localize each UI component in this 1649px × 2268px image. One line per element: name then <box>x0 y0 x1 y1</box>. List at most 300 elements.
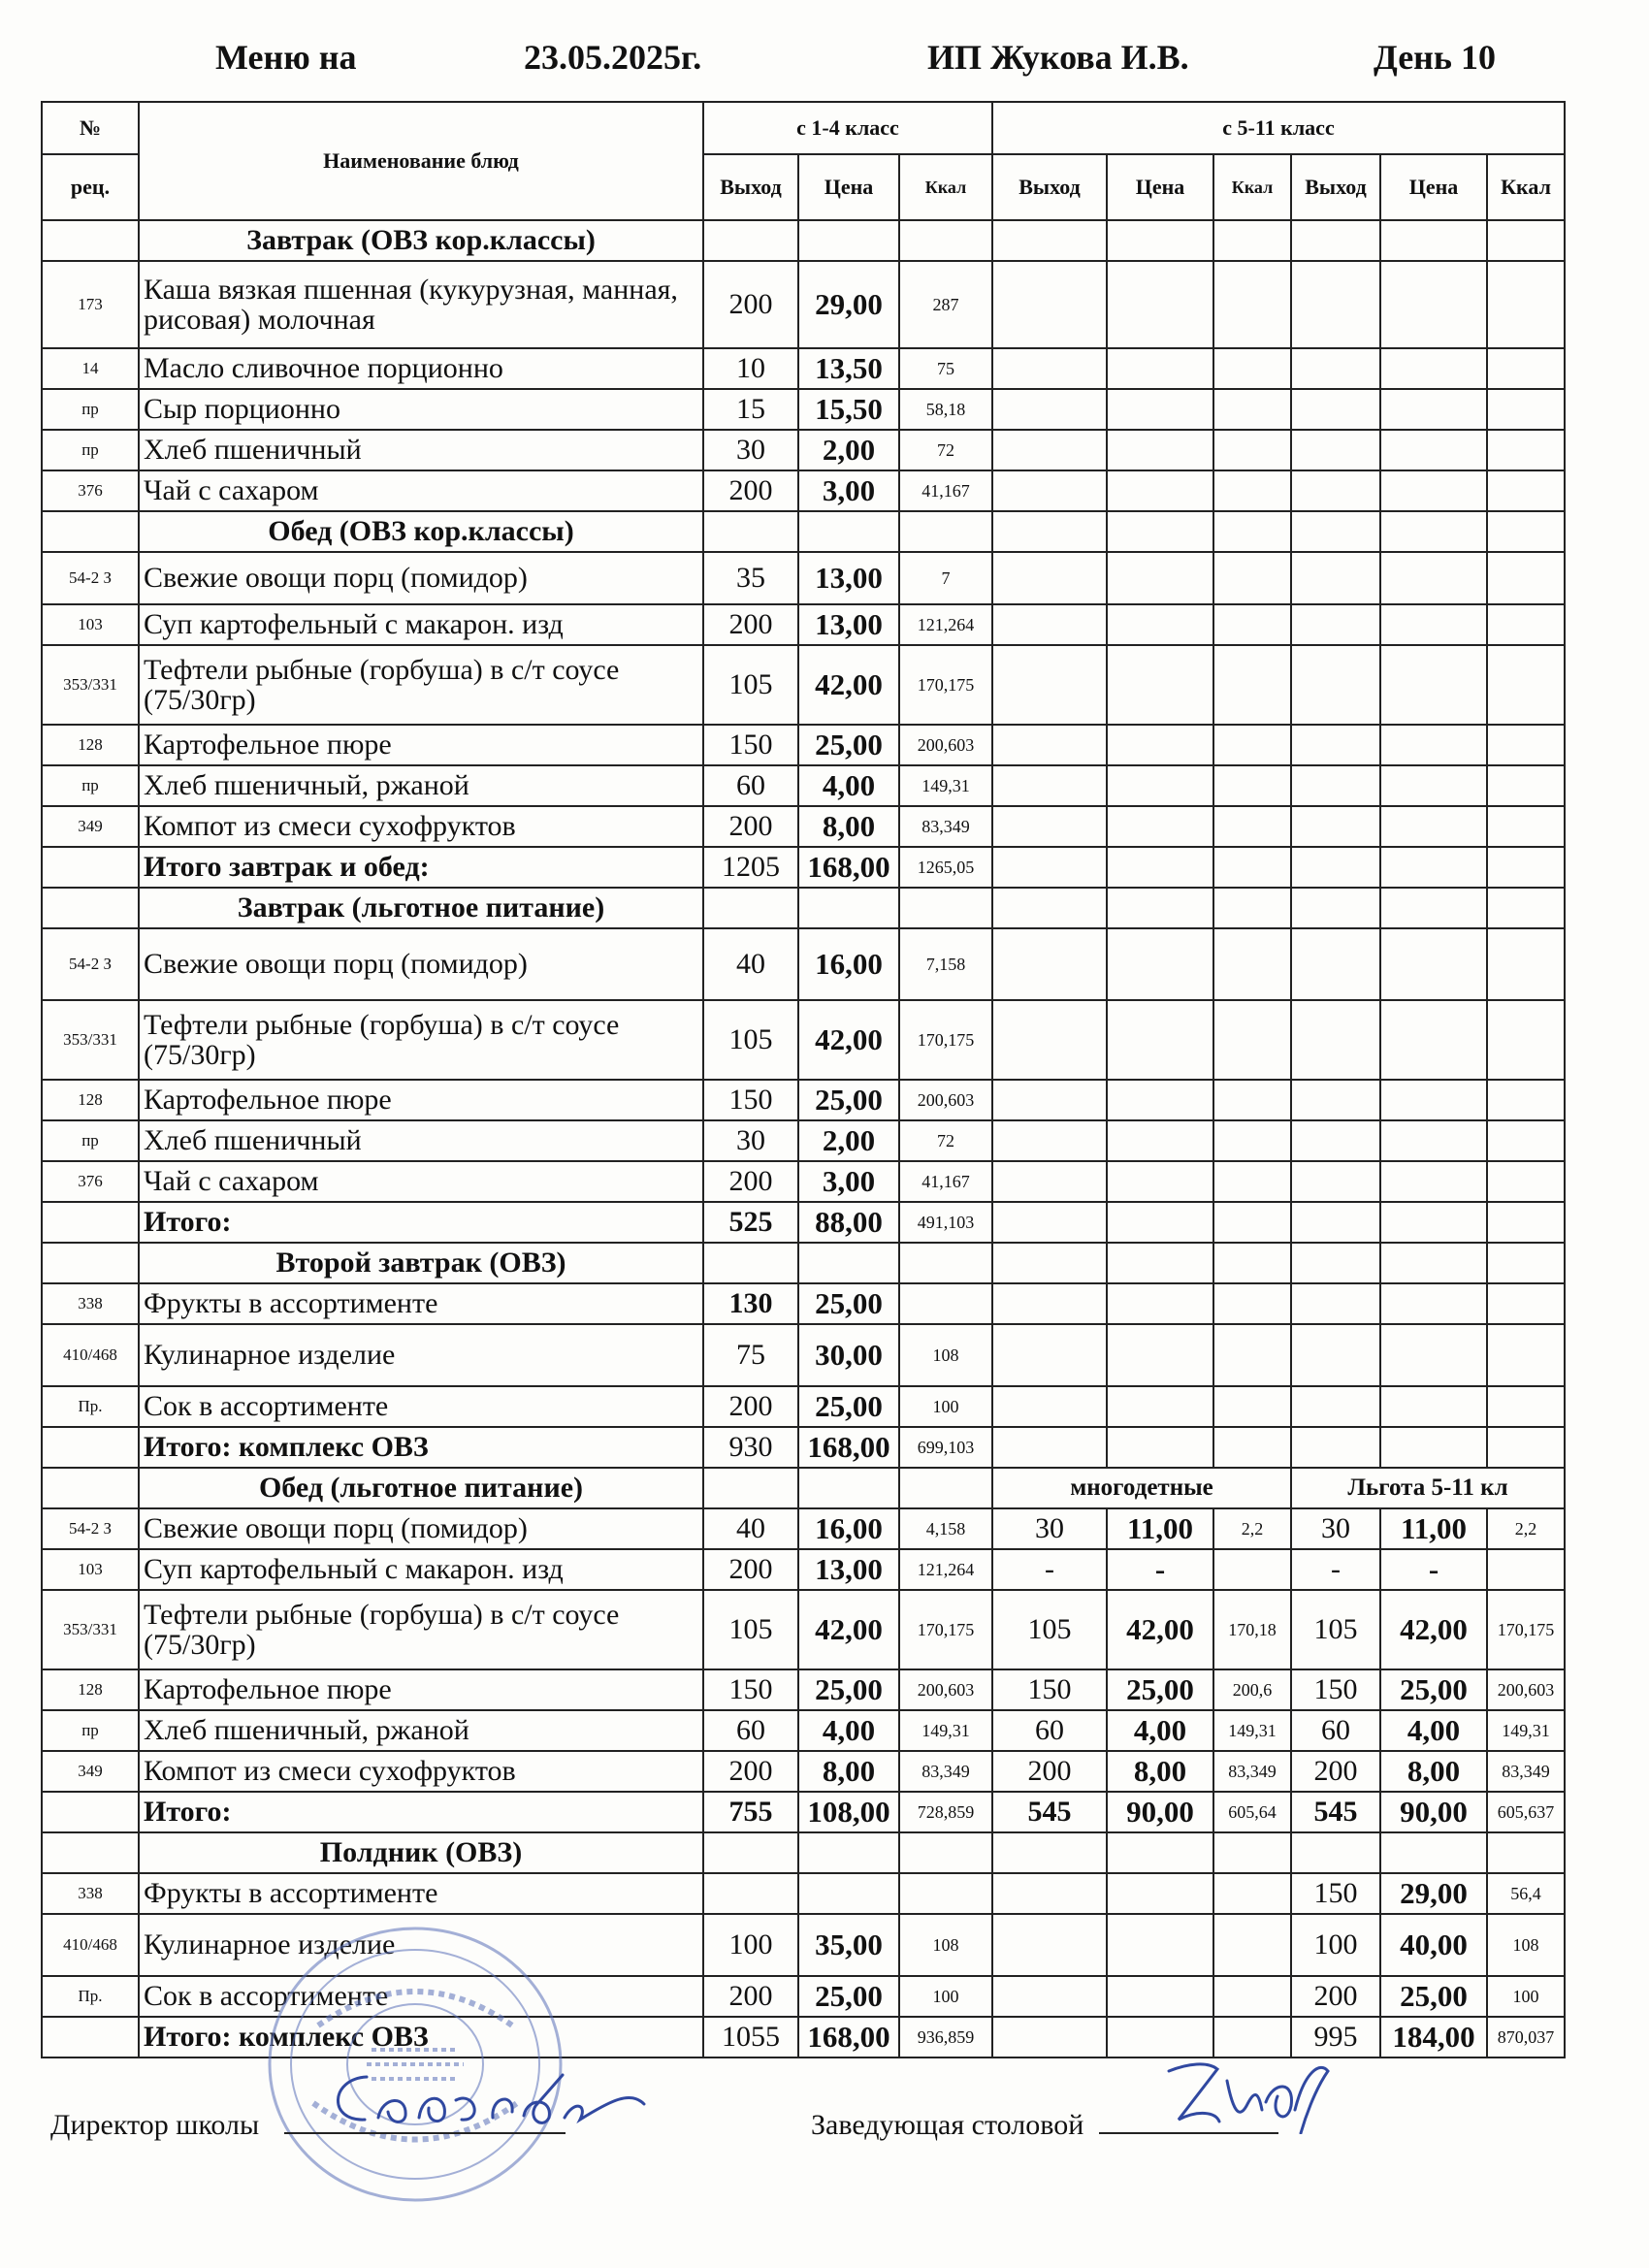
table-row <box>42 1508 1565 1549</box>
portion-price <box>1107 389 1213 430</box>
out-header: Выход <box>703 154 798 220</box>
table-row <box>42 604 1565 645</box>
portion-kcal: 200,603 <box>1487 1669 1565 1710</box>
portion-kcal: 100 <box>899 1976 992 2017</box>
portion-price <box>1380 604 1487 645</box>
recipe-number: 54-2 З <box>42 552 139 604</box>
portion-kcal: 72 <box>899 430 992 470</box>
portion-output: 200 <box>703 1161 798 1202</box>
portion-price: 108,00 <box>798 1792 899 1832</box>
dish-name: Сок в ассортименте <box>139 1976 703 2017</box>
recipe-number: Пр. <box>42 1976 139 2017</box>
portion-output: 60 <box>1291 1710 1380 1751</box>
portion-kcal <box>1213 389 1291 430</box>
portion-kcal <box>1213 1427 1291 1468</box>
portion-output: 75 <box>703 1324 798 1386</box>
dish-name: Кулинарное изделие <box>139 1914 703 1976</box>
portion-kcal: 728,859 <box>899 1792 992 1832</box>
empty-cell <box>992 1243 1107 1283</box>
rec-cell <box>42 1468 139 1508</box>
portion-price <box>1107 1120 1213 1161</box>
portion-price <box>1107 847 1213 888</box>
portion-output: 150 <box>703 725 798 765</box>
portion-kcal <box>1487 765 1565 806</box>
portion-price <box>1107 1000 1213 1080</box>
empty-cell <box>1380 511 1487 552</box>
table-row <box>42 1669 1565 1710</box>
portion-price <box>1380 645 1487 725</box>
portion-kcal: 83,349 <box>899 806 992 847</box>
portion-price: - <box>1107 1549 1213 1590</box>
portion-output: 150 <box>703 1669 798 1710</box>
table-row <box>42 1000 1565 1080</box>
empty-cell <box>1487 511 1565 552</box>
portion-price: 8,00 <box>1380 1751 1487 1792</box>
portion-price <box>1107 928 1213 1000</box>
portion-kcal: 121,264 <box>899 604 992 645</box>
portion-output <box>992 1976 1107 2017</box>
portion-output: 100 <box>703 1914 798 1976</box>
portion-price: - <box>1380 1549 1487 1590</box>
portion-price <box>1107 1080 1213 1120</box>
portion-kcal: 200,603 <box>899 725 992 765</box>
dish-name: Тефтели рыбные (горбуша) в с/т соусе (75/30гр) <box>139 645 703 725</box>
portion-price: 168,00 <box>798 2017 899 2057</box>
portion-kcal <box>1213 1914 1291 1976</box>
portion-price <box>1380 847 1487 888</box>
portion-kcal: 2,2 <box>1487 1508 1565 1549</box>
dish-name: Компот из смеси сухофруктов <box>139 1751 703 1792</box>
portion-output <box>1291 1080 1380 1120</box>
portion-output <box>992 1873 1107 1914</box>
portion-kcal: 72 <box>899 1120 992 1161</box>
portion-price <box>1107 1427 1213 1468</box>
total-row <box>42 1792 1565 1832</box>
portion-output <box>1291 1120 1380 1161</box>
total-label: Итого: комплекс ОВЗ <box>139 2017 703 2057</box>
empty-cell <box>899 1243 992 1283</box>
table-row <box>42 470 1565 511</box>
portion-price: 42,00 <box>1380 1590 1487 1669</box>
dish-name: Картофельное пюре <box>139 725 703 765</box>
portion-price <box>1107 552 1213 604</box>
portion-output: 545 <box>992 1792 1107 1832</box>
portion-price: 25,00 <box>798 725 899 765</box>
menu-label: Меню на <box>215 38 357 77</box>
portion-kcal: 200,603 <box>899 1080 992 1120</box>
portion-output <box>992 389 1107 430</box>
kcal-header: Ккал <box>1213 154 1291 220</box>
portion-output: 200 <box>703 1549 798 1590</box>
rec-cell <box>42 888 139 928</box>
portion-price <box>1380 1283 1487 1324</box>
day-number: День 10 <box>1374 38 1496 77</box>
portion-kcal: 149,31 <box>899 1710 992 1751</box>
portion-kcal: 7,158 <box>899 928 992 1000</box>
portion-output: 40 <box>703 1508 798 1549</box>
portion-price: 8,00 <box>798 806 899 847</box>
portion-output <box>992 1120 1107 1161</box>
recipe-number: 128 <box>42 1669 139 1710</box>
portion-kcal <box>1487 928 1565 1000</box>
empty-cell <box>1107 1243 1213 1283</box>
portion-kcal <box>1213 645 1291 725</box>
dish-name: Свежие овощи порц (помидор) <box>139 1508 703 1549</box>
portion-kcal <box>1487 847 1565 888</box>
dish-name: Суп картофельный с макарон. изд <box>139 1549 703 1590</box>
organization-name: ИП Жукова И.В. <box>927 38 1189 77</box>
portion-kcal <box>1487 1324 1565 1386</box>
empty-cell <box>798 888 899 928</box>
portion-output <box>992 1427 1107 1468</box>
portion-price: 25,00 <box>798 1976 899 2017</box>
section-row <box>42 511 1565 552</box>
section-title: Завтрак (ОВЗ кор.классы) <box>139 220 703 261</box>
empty-cell <box>703 1468 798 1508</box>
table-row <box>42 1549 1565 1590</box>
recipe-number: 173 <box>42 261 139 348</box>
portion-price <box>1380 1161 1487 1202</box>
portion-output <box>1291 1324 1380 1386</box>
portion-price: 3,00 <box>798 1161 899 1202</box>
empty-cell <box>1213 888 1291 928</box>
recipe-number: 353/331 <box>42 1590 139 1669</box>
recipe-number: пр <box>42 1120 139 1161</box>
portion-price: 2,00 <box>798 1120 899 1161</box>
empty-cell <box>798 511 899 552</box>
portion-kcal: 108 <box>1487 1914 1565 1976</box>
portion-kcal: 100 <box>1487 1976 1565 2017</box>
portion-price: 13,00 <box>798 1549 899 1590</box>
empty-cell <box>992 1832 1107 1873</box>
portion-output: 105 <box>703 645 798 725</box>
portion-kcal <box>1213 1202 1291 1243</box>
portion-output <box>1291 604 1380 645</box>
kcal-header: Ккал <box>899 154 992 220</box>
portion-output: 15 <box>703 389 798 430</box>
portion-price <box>798 1873 899 1914</box>
portion-price <box>1107 645 1213 725</box>
portion-output <box>1291 645 1380 725</box>
portion-price: 25,00 <box>798 1283 899 1324</box>
portion-output <box>1291 725 1380 765</box>
portion-price: 88,00 <box>798 1202 899 1243</box>
portion-output: 100 <box>1291 1914 1380 1976</box>
empty-cell <box>1291 888 1380 928</box>
table-row <box>42 1386 1565 1427</box>
portion-output: 995 <box>1291 2017 1380 2057</box>
portion-price <box>1380 261 1487 348</box>
recipe-number: 376 <box>42 1161 139 1202</box>
section-title: Завтрак (льготное питание) <box>139 888 703 928</box>
portion-kcal: 2,2 <box>1213 1508 1291 1549</box>
empty-cell <box>1487 220 1565 261</box>
dish-name: Свежие овощи порц (помидор) <box>139 928 703 1000</box>
portion-kcal: 100 <box>899 1386 992 1427</box>
portion-kcal: 170,175 <box>1487 1590 1565 1669</box>
portion-kcal <box>1487 1161 1565 1202</box>
rec-no-header: № <box>42 102 139 154</box>
dish-name: Фрукты в ассортименте <box>139 1283 703 1324</box>
portion-kcal <box>1213 1080 1291 1120</box>
portion-output <box>992 430 1107 470</box>
portion-kcal <box>1487 430 1565 470</box>
table-row <box>42 806 1565 847</box>
portion-output: 10 <box>703 348 798 389</box>
out-header: Выход <box>992 154 1107 220</box>
dish-name: Хлеб пшеничный, ржаной <box>139 765 703 806</box>
portion-price <box>1107 1386 1213 1427</box>
portion-price: 13,50 <box>798 348 899 389</box>
portion-output <box>703 1873 798 1914</box>
empty-cell <box>1213 511 1291 552</box>
portion-kcal <box>1213 604 1291 645</box>
canteen-signature-line <box>1099 2103 1278 2134</box>
portion-kcal <box>1213 806 1291 847</box>
portion-kcal <box>1487 1120 1565 1161</box>
rec-cell <box>42 1243 139 1283</box>
portion-price: 4,00 <box>1380 1710 1487 1751</box>
portion-output <box>992 765 1107 806</box>
portion-price: 3,00 <box>798 470 899 511</box>
empty-cell <box>1107 888 1213 928</box>
recipe-number: 54-2 З <box>42 928 139 1000</box>
dish-name: Каша вязкая пшенная (кукурузная, манная, рисовая) молочная <box>139 261 703 348</box>
table-row <box>42 552 1565 604</box>
empty-cell <box>798 1243 899 1283</box>
portion-kcal: 41,167 <box>899 1161 992 1202</box>
empty-cell <box>1380 220 1487 261</box>
portion-price: 4,00 <box>798 765 899 806</box>
portion-kcal <box>1213 765 1291 806</box>
empty-cell <box>703 888 798 928</box>
portion-kcal: 170,18 <box>1213 1590 1291 1669</box>
portion-output: 150 <box>1291 1873 1380 1914</box>
portion-price: 42,00 <box>798 1590 899 1669</box>
recipe-number: 353/331 <box>42 645 139 725</box>
portion-kcal <box>1213 1283 1291 1324</box>
total-row <box>42 1202 1565 1243</box>
portion-kcal: 149,31 <box>1213 1710 1291 1751</box>
recipe-number <box>42 847 139 888</box>
empty-cell <box>1380 1243 1487 1283</box>
portion-kcal <box>1213 1873 1291 1914</box>
portion-output <box>992 1202 1107 1243</box>
portion-kcal: 58,18 <box>899 389 992 430</box>
portion-price: 35,00 <box>798 1914 899 1976</box>
empty-cell <box>899 220 992 261</box>
portion-kcal: 121,264 <box>899 1549 992 1590</box>
portion-price: 168,00 <box>798 1427 899 1468</box>
portion-output: 60 <box>703 1710 798 1751</box>
portion-output: 755 <box>703 1792 798 1832</box>
portion-kcal <box>899 1873 992 1914</box>
portion-output: 60 <box>992 1710 1107 1751</box>
empty-cell <box>1380 1832 1487 1873</box>
price-header: Цена <box>1380 154 1487 220</box>
portion-kcal: 56,4 <box>1487 1873 1565 1914</box>
portion-kcal: 491,103 <box>899 1202 992 1243</box>
empty-cell <box>1107 511 1213 552</box>
portion-price <box>1380 389 1487 430</box>
recipe-number: пр <box>42 389 139 430</box>
portion-output <box>992 604 1107 645</box>
recipe-number: 128 <box>42 725 139 765</box>
portion-kcal <box>1487 604 1565 645</box>
portion-kcal <box>1487 806 1565 847</box>
portion-price <box>1380 1080 1487 1120</box>
portion-kcal: 149,31 <box>899 765 992 806</box>
portion-output: - <box>992 1549 1107 1590</box>
portion-output: 200 <box>703 604 798 645</box>
portion-kcal <box>1213 1000 1291 1080</box>
group-5-11-header: с 5-11 класс <box>992 102 1565 154</box>
portion-output: 105 <box>703 1590 798 1669</box>
portion-kcal: 605,64 <box>1213 1792 1291 1832</box>
portion-output <box>1291 1000 1380 1080</box>
portion-output: 930 <box>703 1427 798 1468</box>
section-title: Обед (ОВЗ кор.классы) <box>139 511 703 552</box>
dish-name: Кулинарное изделие <box>139 1324 703 1386</box>
portion-price <box>1380 552 1487 604</box>
portion-kcal <box>1487 1549 1565 1590</box>
empty-cell <box>992 511 1107 552</box>
portion-price <box>1107 1324 1213 1386</box>
portion-output <box>1291 1386 1380 1427</box>
recipe-number: 103 <box>42 1549 139 1590</box>
portion-output: 200 <box>703 806 798 847</box>
portion-price <box>1380 430 1487 470</box>
portion-price <box>1380 1427 1487 1468</box>
table-row <box>42 1080 1565 1120</box>
group-label-benefit-5-11: Льгота 5-11 кл <box>1291 1468 1565 1508</box>
recipe-number: пр <box>42 765 139 806</box>
portion-output: 150 <box>1291 1669 1380 1710</box>
portion-output <box>1291 261 1380 348</box>
portion-output: 200 <box>703 1751 798 1792</box>
table-header-row <box>42 102 1565 154</box>
portion-output <box>1291 765 1380 806</box>
recipe-number <box>42 1202 139 1243</box>
portion-price <box>1107 1161 1213 1202</box>
empty-cell <box>1213 1832 1291 1873</box>
dish-name: Картофельное пюре <box>139 1080 703 1120</box>
portion-output: 200 <box>1291 1751 1380 1792</box>
portion-price: 25,00 <box>1380 1976 1487 2017</box>
portion-price: 42,00 <box>798 1000 899 1080</box>
portion-price: 25,00 <box>798 1669 899 1710</box>
portion-price: 25,00 <box>1107 1669 1213 1710</box>
recipe-number <box>42 1792 139 1832</box>
portion-price: 16,00 <box>798 1508 899 1549</box>
portion-price <box>1380 348 1487 389</box>
dish-name: Картофельное пюре <box>139 1669 703 1710</box>
portion-price <box>1380 1386 1487 1427</box>
table-row <box>42 430 1565 470</box>
portion-output: 200 <box>703 1386 798 1427</box>
empty-cell <box>1291 1832 1380 1873</box>
price-header: Цена <box>798 154 899 220</box>
total-label: Итого: <box>139 1202 703 1243</box>
portion-price: 11,00 <box>1107 1508 1213 1549</box>
dish-name: Хлеб пшеничный, ржаной <box>139 1710 703 1751</box>
empty-cell <box>1291 1243 1380 1283</box>
portion-kcal <box>1213 847 1291 888</box>
dish-name-header: Наименование блюд <box>139 102 703 220</box>
portion-output: 35 <box>703 552 798 604</box>
portion-kcal <box>1213 430 1291 470</box>
portion-price: 40,00 <box>1380 1914 1487 1976</box>
portion-output <box>992 645 1107 725</box>
section-row <box>42 888 1565 928</box>
portion-output <box>1291 1283 1380 1324</box>
portion-price <box>1107 470 1213 511</box>
portion-kcal <box>899 1283 992 1324</box>
portion-price <box>1107 1873 1213 1914</box>
recipe-number: Пр. <box>42 1386 139 1427</box>
table-row <box>42 928 1565 1000</box>
table-row <box>42 1873 1565 1914</box>
portion-kcal <box>1487 1386 1565 1427</box>
portion-output: 105 <box>703 1000 798 1080</box>
portion-output <box>992 1080 1107 1120</box>
empty-cell <box>798 1468 899 1508</box>
portion-kcal: 170,175 <box>899 1000 992 1080</box>
portion-price: 29,00 <box>798 261 899 348</box>
portion-price <box>1380 1000 1487 1080</box>
portion-price <box>1380 765 1487 806</box>
portion-price: 168,00 <box>798 847 899 888</box>
portion-kcal: 149,31 <box>1487 1710 1565 1751</box>
portion-kcal <box>1213 261 1291 348</box>
portion-output: 30 <box>1291 1508 1380 1549</box>
empty-cell <box>1291 220 1380 261</box>
portion-kcal: 83,349 <box>899 1751 992 1792</box>
portion-kcal: 200,6 <box>1213 1669 1291 1710</box>
portion-price: 184,00 <box>1380 2017 1487 2057</box>
empty-cell <box>798 1832 899 1873</box>
rec-header: рец. <box>42 154 139 220</box>
portion-price: 4,00 <box>798 1710 899 1751</box>
canteen-line <box>811 2103 1278 2142</box>
portion-price <box>1380 725 1487 765</box>
portion-price: 16,00 <box>798 928 899 1000</box>
portion-price <box>1107 806 1213 847</box>
portion-kcal <box>1487 725 1565 765</box>
portion-output: 200 <box>1291 1976 1380 2017</box>
section-row <box>42 1832 1565 1873</box>
recipe-number: 410/468 <box>42 1914 139 1976</box>
portion-output <box>992 1161 1107 1202</box>
portion-output <box>1291 430 1380 470</box>
portion-output <box>992 2017 1107 2057</box>
recipe-number: 54-2 З <box>42 1508 139 1549</box>
portion-output <box>1291 389 1380 430</box>
rec-cell <box>42 511 139 552</box>
portion-kcal <box>1213 1120 1291 1161</box>
group-1-4-header: с 1-4 класс <box>703 102 992 154</box>
recipe-number: 338 <box>42 1873 139 1914</box>
empty-cell <box>703 1243 798 1283</box>
recipe-number: 338 <box>42 1283 139 1324</box>
portion-kcal <box>1487 389 1565 430</box>
recipe-number: 349 <box>42 806 139 847</box>
menu-date: 23.05.2025г. <box>524 38 702 77</box>
total-row <box>42 1427 1565 1468</box>
portion-kcal: 75 <box>899 348 992 389</box>
portion-price <box>1107 1976 1213 2017</box>
portion-kcal <box>1213 552 1291 604</box>
